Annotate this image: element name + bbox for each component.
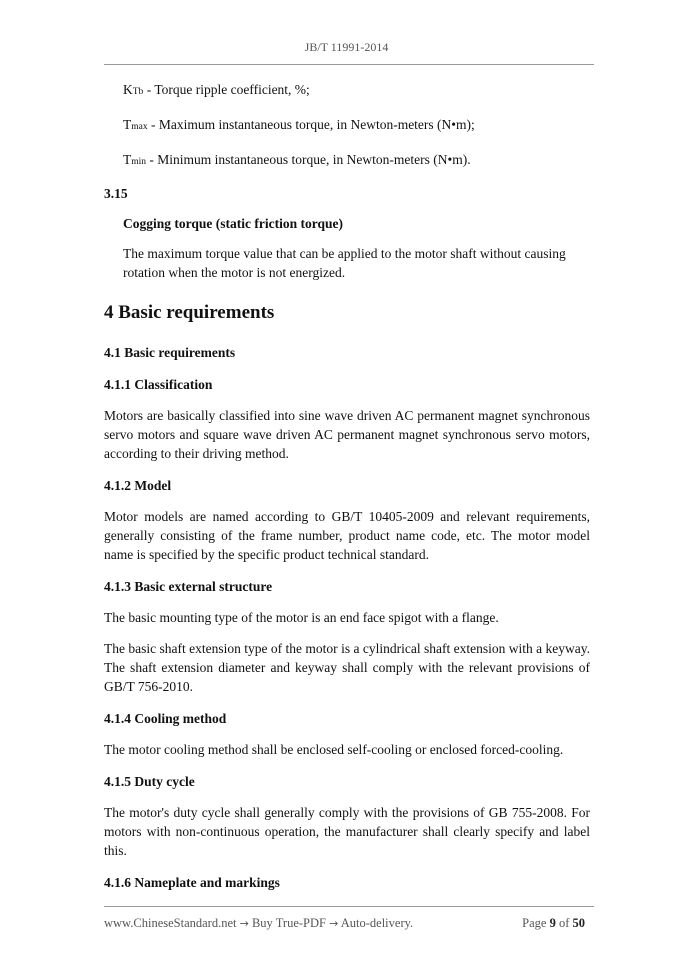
paragraph-cooling-method: The motor cooling method shall be enclosed self-cooling or enclosed forced-cooling. — [104, 742, 564, 757]
page-content — [104, 72, 590, 892]
footer-buy-link[interactable]: Buy True-PDF — [248, 916, 330, 930]
subsection-heading-4-1-3: 4.1.3 Basic external structure — [104, 579, 273, 594]
term-title: Cogging torque (static friction torque) — [123, 216, 343, 231]
definition-text: - Minimum instantaneous torque, in Newton-meters (N•m). — [146, 152, 471, 167]
definition-ktb — [104, 80, 590, 102]
term-definition: The maximum torque value that can be applied to the motor shaft without causing rotation when the motor is not energized. — [123, 246, 566, 280]
footer-delivery-text: Auto-delivery. — [338, 916, 414, 930]
definition-tmax — [104, 115, 590, 137]
subsection-heading-4-1-2: 4.1.2 Model — [104, 478, 172, 493]
subsection-heading-4-1-6: 4.1.6 Nameplate and markings — [104, 875, 280, 890]
definition-text: - Maximum instantaneous torque, in Newton-meters (N•m); — [147, 117, 475, 132]
footer-site-link[interactable]: www.ChineseStandard.net — [104, 916, 237, 930]
definition-text: - Torque ripple coefficient, %; — [143, 82, 310, 97]
subsection-heading-4-1-5: 4.1.5 Duty cycle — [104, 774, 195, 789]
header-title: JB/T 11991-2014 — [304, 40, 389, 54]
of-label: of — [555, 916, 573, 930]
header-rule — [104, 64, 594, 65]
subsection-heading-4-1-1: 4.1.1 Classification — [104, 377, 213, 392]
subsection-heading-4-1-4: 4.1.4 Cooling method — [104, 711, 227, 726]
clause-number: 3.15 — [104, 186, 128, 201]
paragraph-classification: Motors are basically classified into sine wave driven AC permanent magnet synchronous servo motors and square wave driven AC permanent magnet synchronous servo motors, according to their driving method. — [104, 408, 590, 461]
definition-symbol: T — [123, 117, 132, 132]
arrow-right-icon: → — [239, 917, 249, 930]
paragraph-duty-cycle: The motor's duty cycle shall generally comply with the provisions of GB 755-2008. For motors with non-continuous operation, the manufacturer shall clearly specify and label this. — [104, 805, 590, 858]
definition-tmin — [104, 150, 590, 172]
page-indicator — [522, 916, 585, 931]
subsection-heading-4-1: 4.1 Basic requirements — [104, 345, 236, 360]
paragraph-model: Motor models are named according to GB/T 10405-2009 and relevant requirements, generally consisting of the frame number, product name code, etc. The motor model name is specified by the specific product technical standard. — [104, 509, 590, 562]
definition-subscript: max — [131, 122, 148, 132]
arrow-right-icon: → — [329, 917, 339, 930]
section-heading: 4 Basic requirements — [104, 302, 275, 323]
definition-subscript: Tb — [132, 87, 144, 97]
page-total: 50 — [572, 916, 585, 930]
paragraph-mounting-type: The basic mounting type of the motor is an end face spigot with a flange. — [104, 610, 499, 625]
page-label: Page — [522, 916, 550, 930]
footer-links — [104, 916, 413, 931]
footer-rule — [104, 906, 594, 907]
definition-subscript: min — [131, 157, 147, 167]
paragraph-shaft-extension: The basic shaft extension type of the motor is a cylindrical shaft extension with a keyway. The shaft extension diameter and keyway shall comply with the relevant provisions of GB/T 756-2010. — [104, 641, 590, 694]
definition-symbol: T — [123, 152, 132, 167]
definition-symbol: K — [123, 82, 133, 97]
page-number: 9 — [549, 916, 556, 930]
